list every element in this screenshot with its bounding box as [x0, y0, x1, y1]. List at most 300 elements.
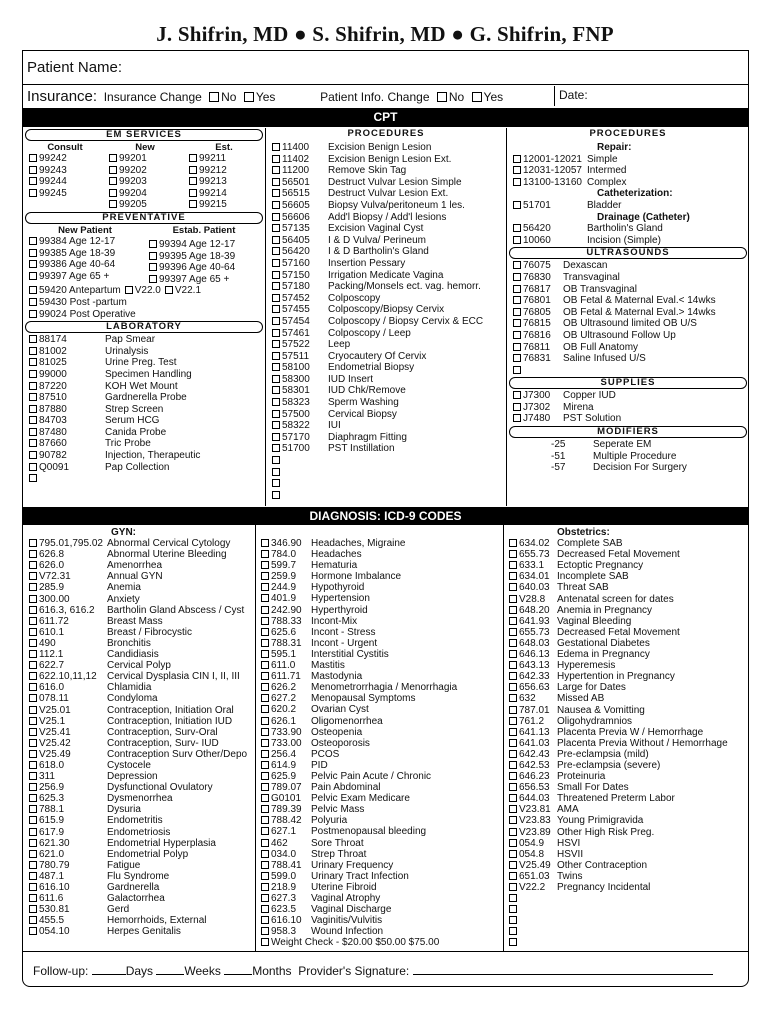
- checkbox[interactable]: [29, 861, 37, 869]
- checkbox[interactable]: [261, 705, 269, 713]
- checkbox[interactable]: [261, 728, 269, 736]
- checkbox[interactable]: [29, 828, 37, 836]
- checkbox[interactable]: [509, 761, 517, 769]
- checkbox[interactable]: [261, 839, 269, 847]
- checkbox[interactable]: [29, 894, 37, 902]
- checkbox[interactable]: [29, 154, 37, 162]
- description: OB Transvaginal: [563, 283, 637, 295]
- procedure-item: [268, 374, 504, 386]
- checkbox[interactable]: [513, 354, 521, 362]
- checkbox[interactable]: [29, 347, 37, 355]
- checkbox[interactable]: [29, 166, 37, 174]
- checkbox[interactable]: [509, 850, 517, 858]
- checkbox[interactable]: [272, 386, 280, 394]
- weeks-field[interactable]: [156, 965, 184, 975]
- checkbox[interactable]: [272, 213, 280, 221]
- checkbox[interactable]: [189, 154, 197, 162]
- checkbox[interactable]: [29, 772, 37, 780]
- checkbox[interactable]: [509, 938, 517, 946]
- checkbox[interactable]: [513, 343, 521, 351]
- diagnosis-item: [505, 638, 748, 649]
- checkbox[interactable]: [509, 606, 517, 614]
- checkbox[interactable]: [513, 403, 521, 411]
- checkbox[interactable]: [261, 606, 269, 614]
- checkbox[interactable]: [261, 650, 269, 658]
- checkbox[interactable]: [509, 772, 517, 780]
- code: 57180: [282, 281, 310, 293]
- checkbox[interactable]: [272, 340, 280, 348]
- code: 84703: [39, 415, 67, 427]
- v22-0-label: V22.0: [134, 285, 161, 297]
- code: 87220: [39, 380, 67, 392]
- checkbox[interactable]: [272, 329, 280, 337]
- checkbox[interactable]: [29, 561, 37, 569]
- checkbox[interactable]: [261, 894, 269, 902]
- checkbox[interactable]: [29, 539, 37, 547]
- cpt-header: CPT: [23, 108, 748, 127]
- checkbox[interactable]: [29, 927, 37, 935]
- checkbox[interactable]: [272, 224, 280, 232]
- checkbox[interactable]: [509, 706, 517, 714]
- checkbox[interactable]: [509, 739, 517, 747]
- checkbox[interactable]: [513, 366, 521, 374]
- code: 76816: [523, 329, 551, 341]
- checkbox[interactable]: [513, 236, 521, 244]
- checkbox[interactable]: [509, 861, 517, 869]
- checkbox[interactable]: [261, 805, 269, 813]
- diagnosis-item: [257, 649, 503, 660]
- checkbox[interactable]: [29, 606, 37, 614]
- checkbox[interactable]: [513, 166, 521, 174]
- checkbox[interactable]: [272, 201, 280, 209]
- checkbox[interactable]: [272, 271, 280, 279]
- checkbox[interactable]: [29, 260, 37, 268]
- lab-item: [25, 462, 263, 474]
- checkbox[interactable]: [29, 850, 37, 858]
- insurance-no-checkbox[interactable]: [209, 92, 219, 102]
- checkbox[interactable]: [29, 550, 37, 558]
- checkbox[interactable]: [29, 393, 37, 401]
- checkbox[interactable]: [509, 661, 517, 669]
- checkbox[interactable]: [261, 572, 269, 580]
- checkbox[interactable]: [509, 750, 517, 758]
- checkbox[interactable]: [261, 550, 269, 558]
- checkbox[interactable]: [509, 894, 517, 902]
- code: 76815: [523, 318, 551, 330]
- checkbox[interactable]: [261, 883, 269, 891]
- code: 595.1: [271, 648, 297, 660]
- checkbox[interactable]: [272, 468, 280, 476]
- info-no-checkbox[interactable]: [437, 92, 447, 102]
- checkbox[interactable]: [261, 561, 269, 569]
- code: 99386 Age 40-64: [39, 259, 116, 271]
- checkbox[interactable]: [509, 628, 517, 636]
- checkbox[interactable]: [513, 273, 521, 281]
- checkbox[interactable]: [29, 382, 37, 390]
- checkbox[interactable]: [29, 872, 37, 880]
- checkbox[interactable]: [272, 410, 280, 418]
- checkbox[interactable]: [261, 739, 269, 747]
- checkbox[interactable]: [109, 166, 117, 174]
- checkbox[interactable]: [509, 683, 517, 691]
- checkbox[interactable]: [29, 416, 37, 424]
- checkbox[interactable]: [261, 661, 269, 669]
- procedure-item: [268, 235, 504, 247]
- checkbox[interactable]: [272, 282, 280, 290]
- checkbox[interactable]: [513, 414, 521, 422]
- checkbox[interactable]: [29, 672, 37, 680]
- no-label: No: [221, 90, 237, 104]
- checkbox[interactable]: [272, 444, 280, 452]
- checkbox[interactable]: [272, 166, 280, 174]
- checkbox[interactable]: [272, 236, 280, 244]
- checkbox[interactable]: [261, 827, 269, 835]
- checkbox[interactable]: [29, 237, 37, 245]
- checkbox[interactable]: [509, 650, 517, 658]
- code: 56606: [282, 211, 310, 223]
- code: 11402: [282, 153, 310, 165]
- checkbox[interactable]: [29, 428, 37, 436]
- checkbox[interactable]: [149, 240, 157, 248]
- checkbox[interactable]: [29, 683, 37, 691]
- checkbox[interactable]: [261, 927, 269, 935]
- checkbox[interactable]: [109, 189, 117, 197]
- lab-item: [25, 346, 263, 358]
- checkbox[interactable]: [261, 938, 269, 946]
- description: Large for Dates: [557, 682, 626, 694]
- diagnosis-item: [257, 738, 503, 749]
- checkbox[interactable]: [29, 335, 37, 343]
- checkbox[interactable]: [272, 363, 280, 371]
- checkbox[interactable]: [513, 331, 521, 339]
- description: Depression: [107, 771, 158, 783]
- description: Contraception, Initiation Oral: [107, 704, 234, 716]
- checkbox[interactable]: [29, 595, 37, 603]
- description: Vaginal Bleeding: [557, 615, 632, 627]
- checkbox[interactable]: [509, 617, 517, 625]
- checkbox[interactable]: [272, 375, 280, 383]
- diagnosis-item: [257, 771, 503, 782]
- description: Diaphragm Fitting: [328, 431, 407, 443]
- checkbox[interactable]: [165, 286, 173, 294]
- description: Contraception Surv Other/Depo: [107, 748, 248, 760]
- checkbox[interactable]: [29, 358, 37, 366]
- info-yes-checkbox[interactable]: [472, 92, 482, 102]
- checkbox[interactable]: [272, 421, 280, 429]
- checkbox[interactable]: [261, 594, 269, 602]
- description: PID: [311, 759, 328, 771]
- checkbox[interactable]: [272, 456, 280, 464]
- days-field[interactable]: [92, 965, 126, 975]
- checkbox[interactable]: [29, 839, 37, 847]
- description: Incont - Stress: [311, 626, 376, 638]
- description: Missed AB: [557, 693, 605, 705]
- checkbox[interactable]: [29, 761, 37, 769]
- catheterization-item: [509, 200, 747, 212]
- checkbox[interactable]: [513, 178, 521, 186]
- checkbox[interactable]: [509, 805, 517, 813]
- signature-field[interactable]: [413, 965, 713, 975]
- insurance-yes-checkbox[interactable]: [244, 92, 254, 102]
- code: 611.71: [271, 671, 301, 683]
- checkbox[interactable]: [509, 839, 517, 847]
- checkbox[interactable]: [509, 927, 517, 935]
- checkbox[interactable]: [29, 617, 37, 625]
- checkbox[interactable]: [29, 905, 37, 913]
- checkbox[interactable]: [149, 252, 157, 260]
- description: Pelvic Mass: [311, 804, 365, 816]
- checkbox[interactable]: [29, 783, 37, 791]
- description: Headaches, Migraine: [311, 538, 406, 549]
- months-field[interactable]: [224, 965, 252, 975]
- checkbox[interactable]: [261, 772, 269, 780]
- checkbox[interactable]: [261, 583, 269, 591]
- code: 487.1: [39, 870, 65, 882]
- checkbox[interactable]: [509, 728, 517, 736]
- checkbox[interactable]: [272, 491, 280, 499]
- checkbox[interactable]: [29, 739, 37, 747]
- checkbox[interactable]: [509, 583, 517, 591]
- code: 616.10: [271, 915, 302, 927]
- checkbox[interactable]: [513, 224, 521, 232]
- procedure-item: [268, 397, 504, 409]
- checkbox[interactable]: [261, 816, 269, 824]
- em-code-item: [105, 199, 185, 211]
- code: 789.07: [271, 782, 302, 794]
- checkbox[interactable]: [29, 405, 37, 413]
- checkbox[interactable]: [513, 261, 521, 269]
- description: Breast Mass: [107, 615, 163, 627]
- checkbox[interactable]: [261, 717, 269, 725]
- diagnosis-item: [25, 716, 255, 727]
- checkbox[interactable]: [261, 672, 269, 680]
- checkbox[interactable]: [29, 310, 37, 318]
- checkbox[interactable]: [29, 805, 37, 813]
- code: 611.72: [39, 615, 69, 627]
- checkbox[interactable]: [509, 672, 517, 680]
- checkbox[interactable]: [29, 189, 37, 197]
- code: -57: [551, 462, 566, 474]
- procedure-item: [268, 177, 504, 189]
- description: Copper IUD: [563, 390, 616, 402]
- ultrasound-item: [509, 284, 747, 296]
- checkbox[interactable]: [29, 650, 37, 658]
- em-code-item: [105, 165, 185, 177]
- checkbox[interactable]: [509, 872, 517, 880]
- checkbox[interactable]: [261, 905, 269, 913]
- checkbox[interactable]: [29, 286, 37, 294]
- description: Other High Risk Preg.: [557, 826, 655, 838]
- lab-item: [25, 334, 263, 346]
- description: Mastodynia: [311, 671, 363, 683]
- checkbox[interactable]: [261, 750, 269, 758]
- diagnosis-item: [257, 627, 503, 638]
- checkbox[interactable]: [509, 539, 517, 547]
- checkbox[interactable]: [261, 861, 269, 869]
- checkbox[interactable]: [29, 728, 37, 736]
- checkbox[interactable]: [261, 761, 269, 769]
- checkbox[interactable]: [29, 628, 37, 636]
- diagnosis-item: [505, 760, 748, 771]
- code: 627.2: [271, 693, 297, 705]
- lab-item: [25, 415, 263, 427]
- checkbox[interactable]: [29, 883, 37, 891]
- checkbox[interactable]: [513, 155, 521, 163]
- checkbox[interactable]: [29, 706, 37, 714]
- divider: [506, 128, 507, 506]
- checkbox[interactable]: [29, 451, 37, 459]
- checkbox[interactable]: [29, 750, 37, 758]
- description: Strep Screen: [105, 403, 164, 415]
- checkbox[interactable]: [29, 370, 37, 378]
- code: 614.9: [271, 759, 297, 771]
- description: Add'l Biopsy / Add'l lesions: [328, 211, 447, 223]
- checkbox[interactable]: [189, 166, 197, 174]
- checkbox[interactable]: [509, 794, 517, 802]
- checkbox[interactable]: [272, 294, 280, 302]
- checkbox[interactable]: [109, 154, 117, 162]
- checkbox[interactable]: [29, 717, 37, 725]
- checkbox[interactable]: [272, 155, 280, 163]
- checkbox[interactable]: [149, 275, 157, 283]
- checkbox[interactable]: [509, 883, 517, 891]
- code: 76075: [523, 260, 551, 272]
- checkbox[interactable]: [109, 177, 117, 185]
- checkbox[interactable]: [29, 661, 37, 669]
- checkbox[interactable]: [261, 683, 269, 691]
- checkbox[interactable]: [261, 617, 269, 625]
- diagnosis-item: [257, 605, 503, 616]
- lab-item: [25, 381, 263, 393]
- checkbox[interactable]: [509, 816, 517, 824]
- checkbox[interactable]: [509, 572, 517, 580]
- checkbox[interactable]: [29, 298, 37, 306]
- checkbox[interactable]: [29, 474, 37, 482]
- checkbox[interactable]: [261, 850, 269, 858]
- checkbox[interactable]: [29, 439, 37, 447]
- description: Pelvic Pain Acute / Chronic: [311, 770, 432, 782]
- code: 788.42: [271, 815, 302, 827]
- diagnosis-item: [257, 849, 503, 860]
- checkbox[interactable]: [261, 794, 269, 802]
- code: 633.1: [519, 560, 545, 572]
- checkbox[interactable]: [29, 916, 37, 924]
- no-label: No: [448, 90, 465, 104]
- description: Endometritis: [107, 815, 163, 827]
- description: Anemia: [107, 582, 141, 594]
- checkbox[interactable]: [513, 296, 521, 304]
- procedure-item: [268, 304, 504, 316]
- checkbox[interactable]: [509, 561, 517, 569]
- checkbox[interactable]: [509, 916, 517, 924]
- checkbox[interactable]: [189, 177, 197, 185]
- checkbox[interactable]: [509, 905, 517, 913]
- description: Placenta Previa W / Hemorrhage: [557, 726, 704, 738]
- checkbox[interactable]: [261, 783, 269, 791]
- checkbox[interactable]: [509, 694, 517, 702]
- code: 627.1: [271, 826, 297, 838]
- checkbox[interactable]: [29, 583, 37, 591]
- checkbox[interactable]: [513, 201, 521, 209]
- checkbox[interactable]: [509, 828, 517, 836]
- description: Wound Infection: [311, 926, 384, 938]
- checkbox[interactable]: [29, 272, 37, 280]
- checkbox[interactable]: [29, 177, 37, 185]
- code: V25.49: [39, 748, 71, 760]
- checkbox[interactable]: [29, 816, 37, 824]
- checkbox[interactable]: [261, 872, 269, 880]
- checkbox[interactable]: [29, 694, 37, 702]
- checkbox[interactable]: [149, 263, 157, 271]
- checkbox[interactable]: [29, 249, 37, 257]
- checkbox[interactable]: [261, 539, 269, 547]
- checkbox[interactable]: [272, 479, 280, 487]
- checkbox[interactable]: [272, 305, 280, 313]
- checkbox[interactable]: [272, 398, 280, 406]
- checkbox[interactable]: [272, 189, 280, 197]
- checkbox[interactable]: [29, 639, 37, 647]
- checkbox[interactable]: [29, 463, 37, 471]
- code: 642.33: [519, 671, 550, 683]
- checkbox[interactable]: [272, 352, 280, 360]
- checkbox[interactable]: [272, 143, 280, 151]
- description: Colposcopy / Biopsy Cervix & ECC: [328, 315, 484, 327]
- checkbox[interactable]: [513, 391, 521, 399]
- description: Seperate EM: [593, 439, 652, 451]
- checkbox[interactable]: [109, 200, 117, 208]
- code: 81002: [39, 345, 67, 357]
- code: 58322: [282, 420, 310, 432]
- divider: [23, 951, 748, 952]
- procedure-item: [268, 339, 504, 351]
- checkbox[interactable]: [509, 783, 517, 791]
- code: 56605: [282, 199, 310, 211]
- checkbox[interactable]: [513, 308, 521, 316]
- checkbox[interactable]: [125, 286, 133, 294]
- description: Proteinuria: [557, 771, 606, 783]
- checkbox[interactable]: [261, 628, 269, 636]
- repair-item: [509, 165, 747, 177]
- checkbox[interactable]: [509, 717, 517, 725]
- checkbox[interactable]: [29, 572, 37, 580]
- checkbox[interactable]: [272, 178, 280, 186]
- code: 99244: [39, 176, 67, 188]
- code: 87660: [39, 438, 67, 450]
- procedure-item: [268, 328, 504, 340]
- code: 76817: [523, 283, 551, 295]
- checkbox[interactable]: [272, 259, 280, 267]
- checkbox[interactable]: [29, 794, 37, 802]
- checkbox[interactable]: [189, 200, 197, 208]
- checkbox[interactable]: [261, 639, 269, 647]
- diagnosis-item: [505, 582, 748, 593]
- checkbox[interactable]: [509, 550, 517, 558]
- checkbox[interactable]: [189, 189, 197, 197]
- checkbox[interactable]: [513, 285, 521, 293]
- code: -51: [551, 450, 566, 462]
- checkbox[interactable]: [261, 916, 269, 924]
- checkbox[interactable]: [272, 433, 280, 441]
- weight-check-label: Weight Check - $20.00 $50.00 $75.00: [271, 937, 440, 949]
- checkbox[interactable]: [272, 317, 280, 325]
- description: Hypothyroid: [311, 582, 365, 594]
- checkbox[interactable]: [272, 247, 280, 255]
- checkbox[interactable]: [261, 694, 269, 702]
- code: 76831: [523, 353, 551, 365]
- checkbox[interactable]: [509, 639, 517, 647]
- checkbox[interactable]: [509, 595, 517, 603]
- checkbox[interactable]: [513, 319, 521, 327]
